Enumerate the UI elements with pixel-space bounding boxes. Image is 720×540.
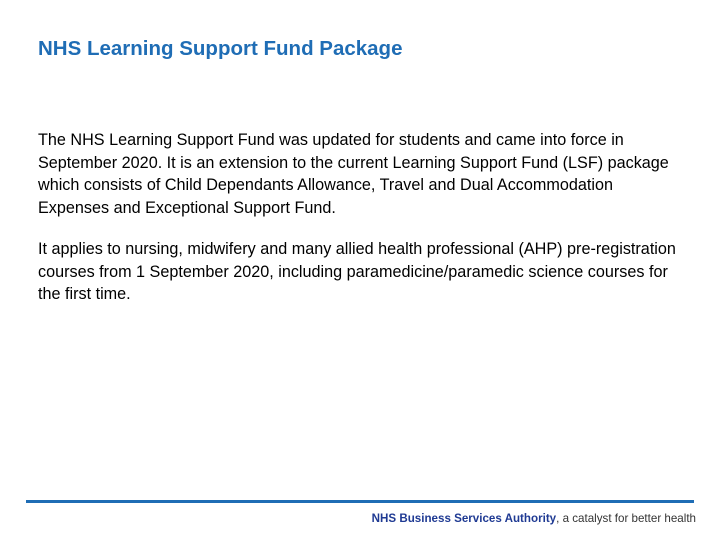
slide-title: NHS Learning Support Fund Package (38, 37, 403, 60)
slide-body (38, 129, 678, 325)
footer (372, 512, 696, 525)
footer-divider (26, 500, 694, 503)
footer-tagline: , a catalyst for better health (556, 512, 696, 525)
body-paragraph-2: It applies to nursing, midwifery and many allied health professional (AHP) pre-registration courses from 1 September 2020, including paramedicine/paramedic science courses for the first time. (38, 240, 676, 303)
body-paragraph-1: The NHS Learning Support Fund was updated for students and came into force in September 2020. It is an extension to the current Learning Support Fund (LSF) package which consists of Child Dependants Allowance, Travel and Dual Accommodation Expenses and Exceptional Support Fund. (38, 131, 669, 217)
footer-organisation: NHS Business Services Authority (371, 512, 557, 525)
